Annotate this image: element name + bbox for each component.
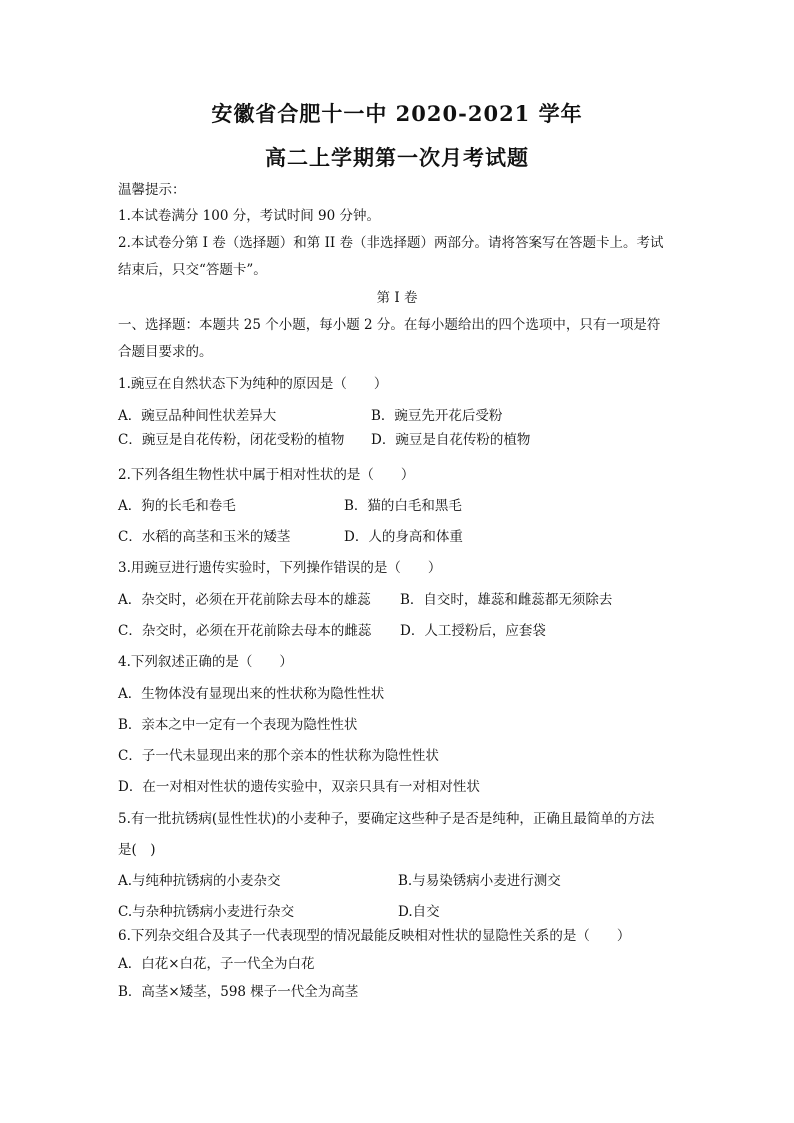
tips-item-1: 1.本试卷满分 100 分，考试时间 90 分钟。 xyxy=(118,208,380,224)
q5-option-c: C.与杂种抗锈病小麦进行杂交 xyxy=(118,904,295,920)
q5-option-a: A.与纯种抗锈病的小麦杂交 xyxy=(118,873,281,889)
q1-option-a: A．豌豆品种间性状差异大 xyxy=(118,408,277,424)
q5-stem-line-1: 5.有一批抗锈病(显性性状)的小麦种子，要确定这些种子是否是纯种，正确且最简单的方法 xyxy=(118,811,655,827)
q2-option-c: C．水稻的高茎和玉米的矮茎 xyxy=(118,529,291,545)
q1-stem: 1.豌豆在自然状态下为纯种的原因是（ ） xyxy=(118,376,388,392)
tips-label: 温馨提示： xyxy=(118,182,186,198)
volume-heading: 第 I 卷 xyxy=(376,290,418,306)
q2-stem: 2.下列各组生物性状中属于相对性状的是（ ） xyxy=(118,467,415,483)
q6-option-b: B．高茎×矮茎，598 棵子一代全为高茎 xyxy=(118,984,359,1000)
q2-option-a: A．狗的长毛和卷毛 xyxy=(118,498,236,514)
q3-option-b: B．自交时，雄蕊和雌蕊都无须除去 xyxy=(400,592,613,608)
q1-option-c: C．豌豆是自花传粉，闭花受粉的植物 xyxy=(118,432,345,448)
q3-option-d: D．人工授粉后，应套袋 xyxy=(400,623,546,639)
section-instruction-line-1: 一、选择题：本题共 25 个小题，每小题 2 分。在每小题给出的四个选项中，只有一项是符 xyxy=(118,317,661,333)
q4-option-a: A．生物体没有显现出来的性状称为隐性性状 xyxy=(118,686,385,702)
q5-option-b: B.与易染锈病小麦进行测交 xyxy=(398,873,561,889)
q4-option-d: D．在一对相对性状的遗传实验中，双亲只具有一对相对性状 xyxy=(118,779,480,795)
tips-item-2-line-2: 结束后，只交“答题卡”。 xyxy=(118,262,267,278)
q5-stem-line-2: 是( ) xyxy=(118,842,156,858)
tips-item-2-line-1: 2.本试卷分第 I 卷（选择题）和第 II 卷（非选择题）两部分。请将答案写在答题卡上。考试 xyxy=(118,235,664,251)
title-line-1: 安徽省合肥十一中 2020-2021 学年 xyxy=(211,101,583,126)
q1-option-b: B．豌豆先开花后受粉 xyxy=(371,408,503,424)
q5-option-d: D.自交 xyxy=(398,904,440,920)
q4-option-c: C．子一代未显现出来的那个亲本的性状称为隐性性状 xyxy=(118,748,439,764)
title-line-2: 高二上学期第一次月考试题 xyxy=(265,145,529,170)
q6-option-a: A．白花×白花，子一代全为白花 xyxy=(118,956,315,972)
section-instruction-line-2: 合题目要求的。 xyxy=(118,344,213,360)
q3-option-a: A．杂交时，必须在开花前除去母本的雄蕊 xyxy=(118,592,371,608)
q6-stem: 6.下列杂交组合及其子一代表现型的情况最能反映相对性状的显隐性关系的是（ ） xyxy=(118,928,631,944)
q2-option-d: D．人的身高和体重 xyxy=(344,529,463,545)
q1-option-d: D．豌豆是自花传粉的植物 xyxy=(371,432,531,448)
q4-stem: 4.下列叙述正确的是（ ） xyxy=(118,654,293,670)
q4-option-b: B．亲本之中一定有一个表现为隐性性状 xyxy=(118,717,358,733)
q3-option-c: C．杂交时，必须在开花前除去母本的雌蕊 xyxy=(118,623,372,639)
q2-option-b: B．猫的白毛和黑毛 xyxy=(344,498,462,514)
q3-stem: 3.用豌豆进行遗传实验时，下列操作错误的是（ ） xyxy=(118,560,442,576)
